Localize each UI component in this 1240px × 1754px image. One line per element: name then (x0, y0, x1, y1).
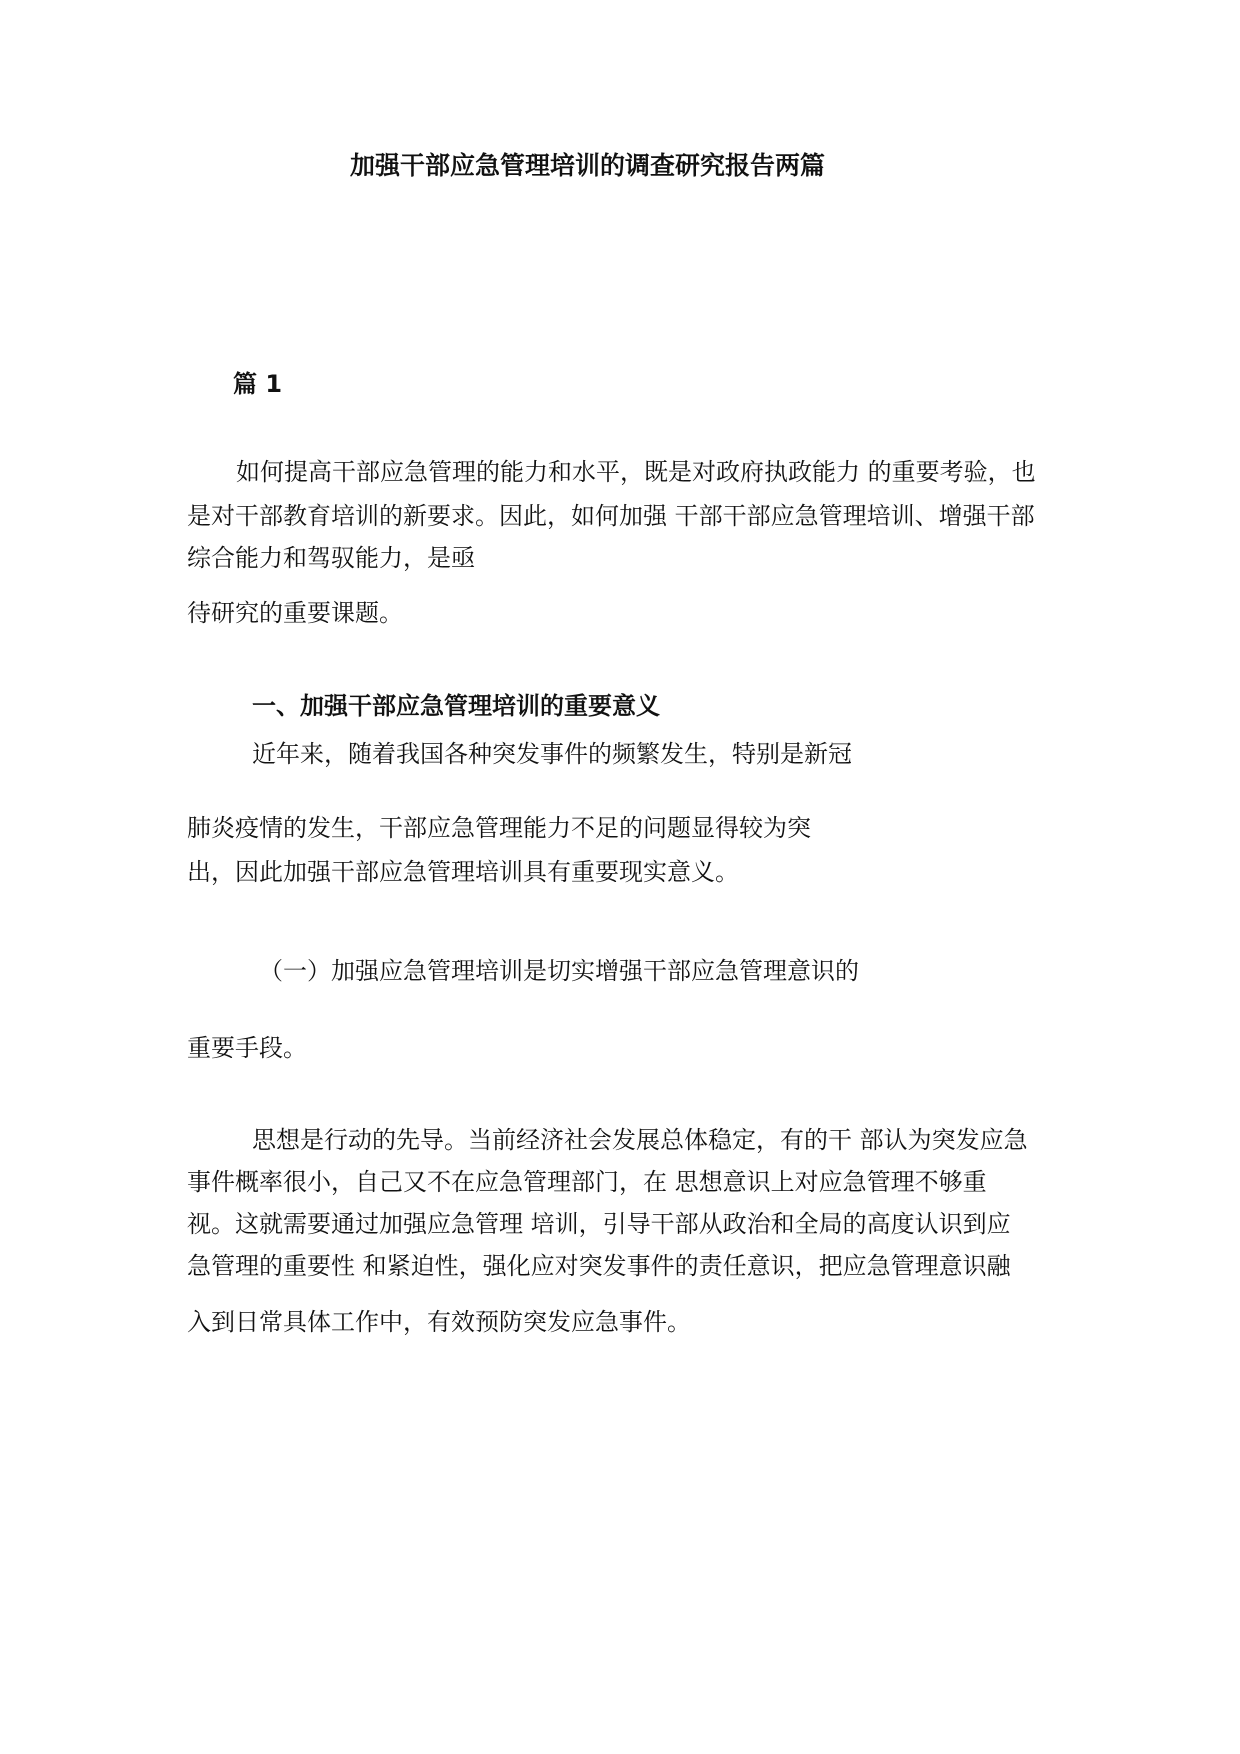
intro-line-1: 如何提高干部应急管理的能力和水平，既是对政府执政能力 的重要考验，也 (236, 458, 1036, 486)
intro-line-4: 待研究的重要课题。 (187, 599, 403, 627)
intro-line-2: 是对干部教育培训的新要求。因此，如何加强 干部干部应急管理培训、增强干部 (187, 502, 1035, 530)
part-heading: 篇 1 (233, 370, 283, 398)
subsection-heading-line-2: 重要手段。 (187, 1034, 307, 1062)
subsection-paragraph-line-5: 入到日常具体工作中，有效预防突发应急事件。 (187, 1308, 691, 1336)
intro-line-3: 综合能力和驾驭能力，是亟 (187, 544, 475, 572)
section-paragraph-line-3: 出，因此加强干部应急管理培训具有重要现实意义。 (187, 858, 739, 886)
subsection-paragraph-line-3: 视。这就需要通过加强应急管理 培训，引导干部从政治和全局的高度认识到应 (187, 1210, 1011, 1238)
section-paragraph-line-1: 近年来，随着我国各种突发事件的频繁发生，特别是新冠 (252, 740, 852, 768)
section-heading: 一、加强干部应急管理培训的重要意义 (252, 692, 660, 720)
subsection-paragraph-line-4: 急管理的重要性 和紧迫性，强化应对突发事件的责任意识，把应急管理意识融 (187, 1252, 1011, 1280)
subsection-paragraph-line-1: 思想是行动的先导。当前经济社会发展总体稳定，有的干 部认为突发应急 (252, 1126, 1028, 1154)
subsection-paragraph-line-2: 事件概率很小，自己又不在应急管理部门，在 思想意识上对应急管理不够重 (187, 1168, 987, 1196)
subsection-heading-line-1: （一）加强应急管理培训是切实增强干部应急管理意识的 (259, 957, 859, 985)
section-paragraph-line-2: 肺炎疫情的发生，干部应急管理能力不足的问题显得较为突 (187, 814, 811, 842)
document-title: 加强干部应急管理培训的调查研究报告两篇 (350, 151, 826, 180)
